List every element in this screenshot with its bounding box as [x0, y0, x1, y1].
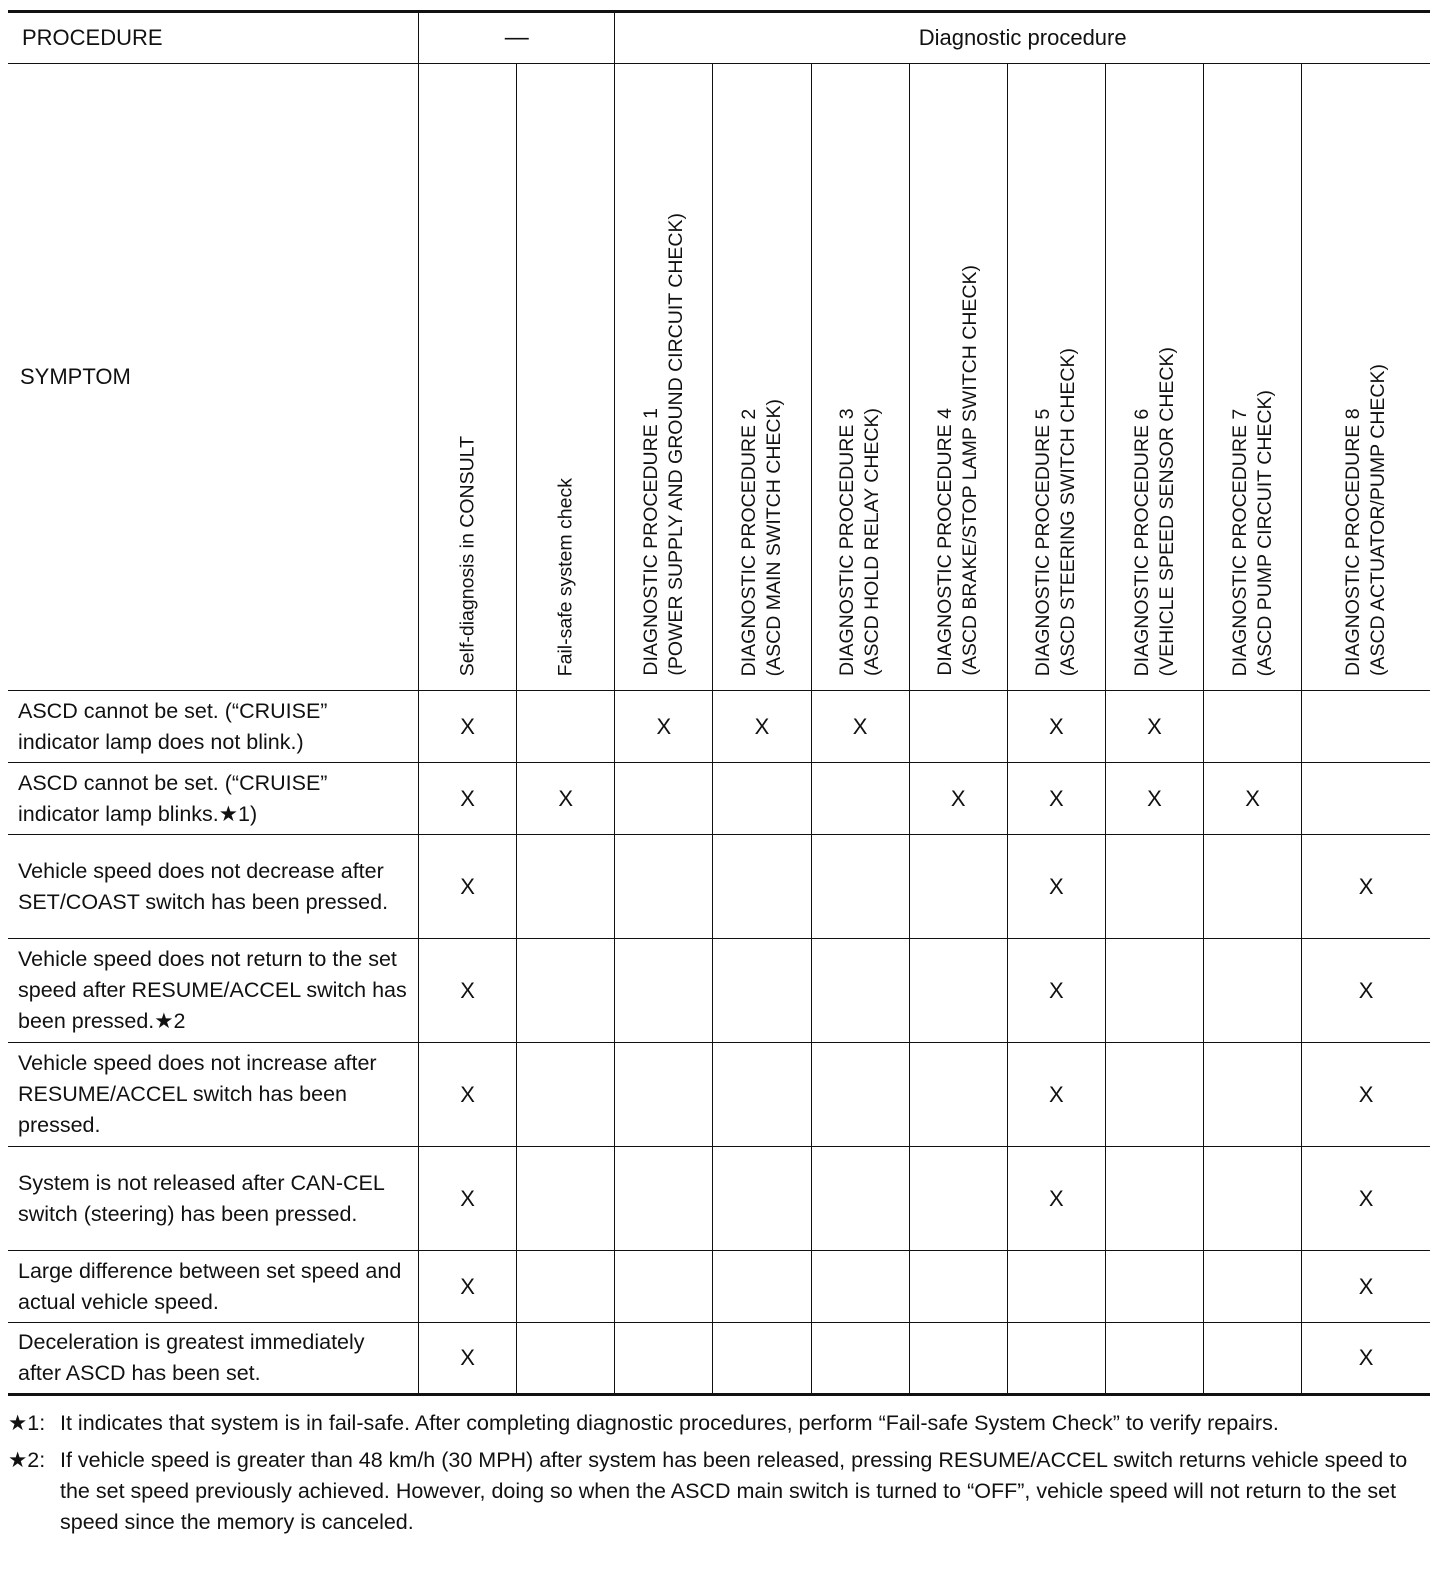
check-mark-cell: X [1105, 763, 1203, 835]
footnote-marker: ★1: [8, 1411, 46, 1435]
check-mark-cell [615, 939, 713, 1043]
check-mark-cell [811, 1043, 909, 1147]
table-row [8, 1043, 1430, 1147]
check-mark-cell [811, 835, 909, 939]
column-header-title: DIAGNOSTIC PROCEDURE 5 [1032, 408, 1055, 676]
column-header [811, 64, 909, 691]
check-mark-cell: X [1007, 1043, 1105, 1147]
column-header [713, 64, 811, 691]
footnote-text: If vehicle speed is greater than 48 km/h (30 MPH) after system has been released, pressing RESUME/ACCEL switch returns vehicle speed to the set speed previously achieved. However, doing so when the ASCD main switch is turned to “OFF”, vehicle speed will not return to the set speed since the memory is canceled. [60, 1448, 1408, 1534]
column-header [1302, 64, 1430, 691]
column-header [909, 64, 1007, 691]
check-mark-cell [713, 1043, 811, 1147]
column-header-title: Fail-safe system check [554, 477, 577, 676]
check-mark-cell: X [1204, 763, 1302, 835]
check-mark-cell [909, 1323, 1007, 1395]
column-header-title: DIAGNOSTIC PROCEDURE 8 [1342, 408, 1365, 676]
check-mark-cell: X [1302, 1251, 1430, 1323]
column-header-subtitle: (ASCD BRAKE/STOP LAMP SWITCH CHECK) [959, 265, 982, 676]
check-mark-cell: X [419, 835, 517, 939]
table-row [8, 1147, 1430, 1251]
column-header-subtitle: (POWER SUPPLY AND GROUND CIRCUIT CHECK) [664, 213, 687, 676]
check-mark-cell: X [419, 1251, 517, 1323]
check-mark-cell: X [1302, 1147, 1430, 1251]
check-mark-cell [909, 835, 1007, 939]
check-mark-cell: X [419, 763, 517, 835]
check-mark-cell [1105, 1147, 1203, 1251]
check-mark-cell: X [419, 691, 517, 763]
check-mark-cell [1204, 691, 1302, 763]
check-mark-cell [1204, 835, 1302, 939]
check-mark-cell: X [1302, 835, 1430, 939]
check-mark-cell [1105, 835, 1203, 939]
table-row [8, 763, 1430, 835]
check-mark-cell: X [615, 691, 713, 763]
symptom-cell: Deceleration is greatest immediately after ASCD has been set. [8, 1323, 419, 1395]
check-mark-cell [811, 1323, 909, 1395]
check-mark-cell [517, 691, 615, 763]
symptom-cell: ASCD cannot be set. (“CRUISE” indicator lamp does not blink.) [8, 691, 419, 763]
check-mark-cell: X [419, 939, 517, 1043]
column-header-title: DIAGNOSTIC PROCEDURE 3 [836, 408, 859, 676]
column-header-title: DIAGNOSTIC PROCEDURE 7 [1228, 408, 1251, 676]
check-mark-cell: X [517, 763, 615, 835]
column-header-subtitle: (ASCD PUMP CIRCUIT CHECK) [1253, 389, 1276, 676]
check-mark-cell [713, 835, 811, 939]
check-mark-cell [1302, 691, 1430, 763]
diagnostic-group-header: Diagnostic procedure [615, 12, 1430, 64]
check-mark-cell [1105, 939, 1203, 1043]
column-header [615, 64, 713, 691]
check-mark-cell [909, 1251, 1007, 1323]
check-mark-cell: X [1007, 1147, 1105, 1251]
check-mark-cell [713, 1323, 811, 1395]
table-row [8, 691, 1430, 763]
column-header-subtitle: (VEHICLE SPEED SENSOR CHECK) [1155, 346, 1178, 676]
check-mark-cell [615, 1147, 713, 1251]
check-mark-cell [1105, 1323, 1203, 1395]
check-mark-cell [1204, 1043, 1302, 1147]
check-mark-cell: X [419, 1043, 517, 1147]
check-mark-cell: X [419, 1147, 517, 1251]
column-header-subtitle: (ASCD STEERING SWITCH CHECK) [1057, 347, 1080, 676]
column-header-title: DIAGNOSTIC PROCEDURE 6 [1130, 408, 1153, 676]
check-mark-cell [1007, 1251, 1105, 1323]
check-mark-cell [713, 1251, 811, 1323]
check-mark-cell [615, 1323, 713, 1395]
column-header [1204, 64, 1302, 691]
column-header [1007, 64, 1105, 691]
footnotes [8, 1408, 1432, 1544]
check-mark-cell [517, 1147, 615, 1251]
check-mark-cell [811, 1147, 909, 1251]
check-mark-cell [517, 939, 615, 1043]
column-header-subtitle: (ASCD ACTUATOR/PUMP CHECK) [1367, 363, 1390, 676]
check-mark-cell: X [811, 691, 909, 763]
not-applicable-dash: — [419, 12, 615, 64]
check-mark-cell [909, 939, 1007, 1043]
check-mark-cell [713, 939, 811, 1043]
check-mark-cell [517, 1323, 615, 1395]
check-mark-cell [1204, 1323, 1302, 1395]
check-mark-cell [1105, 1043, 1203, 1147]
check-mark-cell [713, 763, 811, 835]
footnote [8, 1445, 1432, 1538]
symptom-chart [8, 10, 1430, 1396]
check-mark-cell: X [1007, 691, 1105, 763]
check-mark-cell: X [1007, 835, 1105, 939]
symptom-cell: Vehicle speed does not increase after RESUME/ACCEL switch has been pressed. [8, 1043, 419, 1147]
symptom-label: SYMPTOM [8, 64, 419, 691]
check-mark-cell [1007, 1323, 1105, 1395]
column-header-subtitle: (ASCD MAIN SWITCH CHECK) [763, 398, 785, 676]
table-row [8, 939, 1430, 1043]
check-mark-cell [909, 1043, 1007, 1147]
check-mark-cell [517, 1043, 615, 1147]
check-mark-cell: X [1302, 1323, 1430, 1395]
check-mark-cell: X [1007, 763, 1105, 835]
check-mark-cell [811, 939, 909, 1043]
column-header-title: Self-diagnosis in CONSULT [456, 435, 479, 676]
column-header-title: DIAGNOSTIC PROCEDURE 2 [738, 408, 760, 676]
check-mark-cell: X [419, 1323, 517, 1395]
symptom-table [8, 10, 1430, 1396]
footnote-text: It indicates that system is in fail-safe. After completing diagnostic procedures, perform “Fail-safe System Check” to verify repairs. [60, 1411, 1279, 1435]
check-mark-cell [615, 1043, 713, 1147]
check-mark-cell: X [713, 691, 811, 763]
table-row [8, 835, 1430, 939]
check-mark-cell [517, 1251, 615, 1323]
check-mark-cell [1302, 763, 1430, 835]
check-mark-cell [1204, 1147, 1302, 1251]
symptom-cell: ASCD cannot be set. (“CRUISE” indicator lamp blinks.★1) [8, 763, 419, 835]
column-header [1105, 64, 1203, 691]
table-row [8, 1251, 1430, 1323]
check-mark-cell: X [1302, 1043, 1430, 1147]
check-mark-cell: X [1105, 691, 1203, 763]
check-mark-cell [811, 1251, 909, 1323]
check-mark-cell: X [909, 763, 1007, 835]
check-mark-cell [615, 763, 713, 835]
check-mark-cell [909, 1147, 1007, 1251]
symptom-cell: Vehicle speed does not return to the set speed after RESUME/ACCEL switch has been pressed.★2 [8, 939, 419, 1043]
symptom-cell: Vehicle speed does not decrease after SET/COAST switch has been pressed. [8, 835, 419, 939]
footnote [8, 1408, 1432, 1439]
check-mark-cell [615, 835, 713, 939]
check-mark-cell [615, 1251, 713, 1323]
check-mark-cell [517, 835, 615, 939]
check-mark-cell: X [1007, 939, 1105, 1043]
column-header [517, 64, 615, 691]
check-mark-cell [1204, 939, 1302, 1043]
procedure-label: PROCEDURE [8, 12, 419, 64]
table-body [8, 691, 1430, 1395]
check-mark-cell [811, 763, 909, 835]
column-header-subtitle: (ASCD HOLD RELAY CHECK) [861, 407, 884, 676]
check-mark-cell [909, 691, 1007, 763]
check-mark-cell [713, 1147, 811, 1251]
table-row [8, 1323, 1430, 1395]
symptom-cell: Large difference between set speed and actual vehicle speed. [8, 1251, 419, 1323]
check-mark-cell [1105, 1251, 1203, 1323]
column-header-title: DIAGNOSTIC PROCEDURE 4 [934, 408, 957, 676]
symptom-cell: System is not released after CAN-CEL switch (steering) has been pressed. [8, 1147, 419, 1251]
footnote-marker: ★2: [8, 1448, 46, 1472]
column-header [419, 64, 517, 691]
check-mark-cell: X [1302, 939, 1430, 1043]
check-mark-cell [1204, 1251, 1302, 1323]
column-header-title: DIAGNOSTIC PROCEDURE 1 [639, 408, 662, 676]
